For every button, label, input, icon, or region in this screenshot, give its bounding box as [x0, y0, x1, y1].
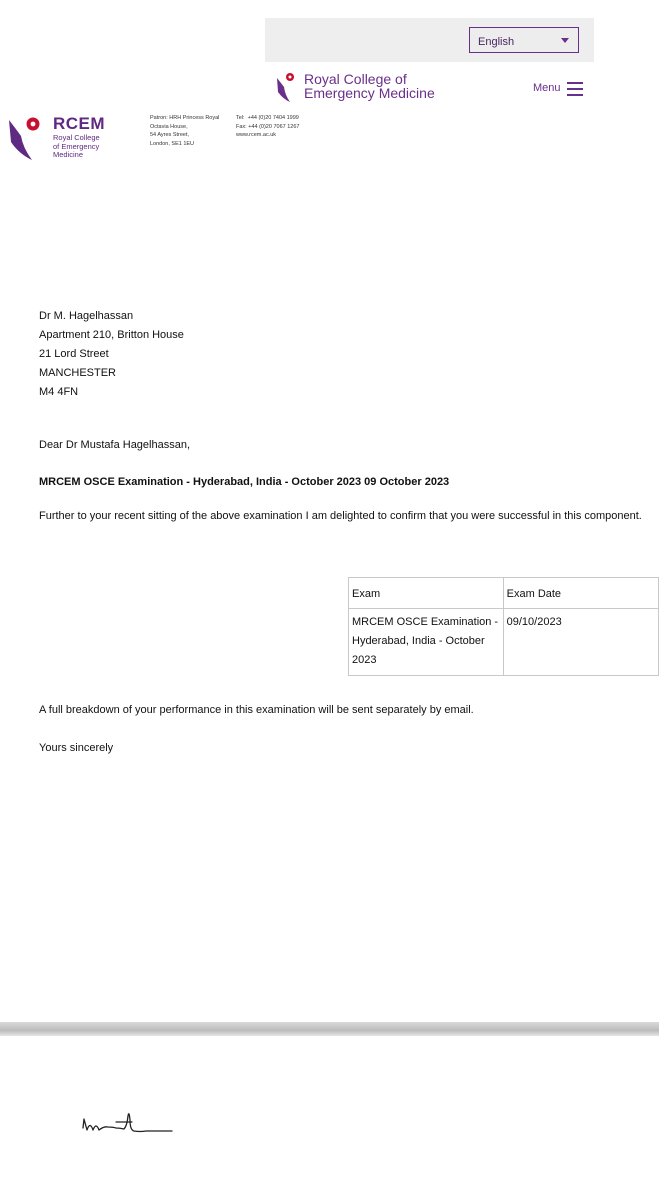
exam-line: 2023 — [352, 654, 377, 666]
letterhead-patron-address: Patron: HRH Princess Royal Octavia House, 54 Ayres Street, London, SE1 1EU — [150, 115, 220, 147]
letterhead-logo — [8, 114, 118, 162]
address-line: M4 4FN — [39, 386, 79, 398]
letterhead-acronym: RCEM — [53, 114, 106, 133]
breakdown-note: A full breakdown of your performance in this examination will be sent separately by email. — [39, 704, 474, 716]
hamburger-icon — [567, 80, 583, 96]
rcem-emblem-icon — [276, 72, 300, 102]
site-logo-line1: Royal College of — [304, 71, 407, 87]
letterhead-name-line: Royal College — [53, 133, 100, 142]
letterhead-name — [53, 134, 100, 160]
letter-subject: MRCEM OSCE Examination - Hyderabad, India - October 2023 09 October 2023 — [39, 476, 450, 488]
address-line: Apartment 210, Britton House — [39, 329, 184, 341]
results-table — [348, 577, 659, 676]
site-logo-line2: Emergency Medicine — [304, 85, 435, 101]
recipient-name: Dr M. Hagelhassan — [39, 310, 134, 322]
website-top-bar — [265, 18, 594, 62]
language-select-value: English — [478, 36, 515, 48]
exam-line: Hyderabad, India - October — [352, 635, 485, 647]
table-cell-exam — [349, 609, 504, 676]
menu-label: Menu — [533, 82, 561, 94]
recipient-address — [39, 307, 184, 402]
letterhead-name-line: of Emergency — [53, 141, 100, 151]
handwritten-signature — [80, 1108, 180, 1138]
page-divider — [0, 1022, 659, 1036]
address-line: 21 Lord Street — [39, 348, 109, 360]
table-header-exam-date: Exam Date — [503, 578, 658, 609]
table-header-exam: Exam — [349, 578, 504, 609]
closing: Yours sincerely — [39, 742, 114, 754]
site-logo-text — [304, 72, 435, 100]
rcem-emblem-icon — [8, 116, 46, 160]
salutation: Dear Dr Mustafa Hagelhassan, — [39, 439, 191, 451]
letter-body: Further to your recent sitting of the above examination I am delighted to confirm that you were successful in this component. — [39, 510, 642, 522]
chevron-down-icon — [561, 38, 569, 43]
language-select[interactable] — [469, 27, 579, 53]
address-line: MANCHESTER — [39, 367, 117, 379]
letterhead-contact: Tel: +44 (0)20 7404 1999 Fax: +44 (0)20 7067 1267 www.rcem.ac.uk — [236, 115, 300, 138]
site-logo[interactable] — [276, 72, 446, 104]
table-header-row — [349, 578, 659, 609]
table-row — [349, 609, 659, 676]
table-cell-exam-date: 09/10/2023 — [503, 609, 658, 676]
letterhead-name-line: Medicine — [53, 150, 84, 159]
exam-line: MRCEM OSCE Examination - — [352, 616, 499, 628]
menu-button[interactable] — [533, 80, 593, 98]
